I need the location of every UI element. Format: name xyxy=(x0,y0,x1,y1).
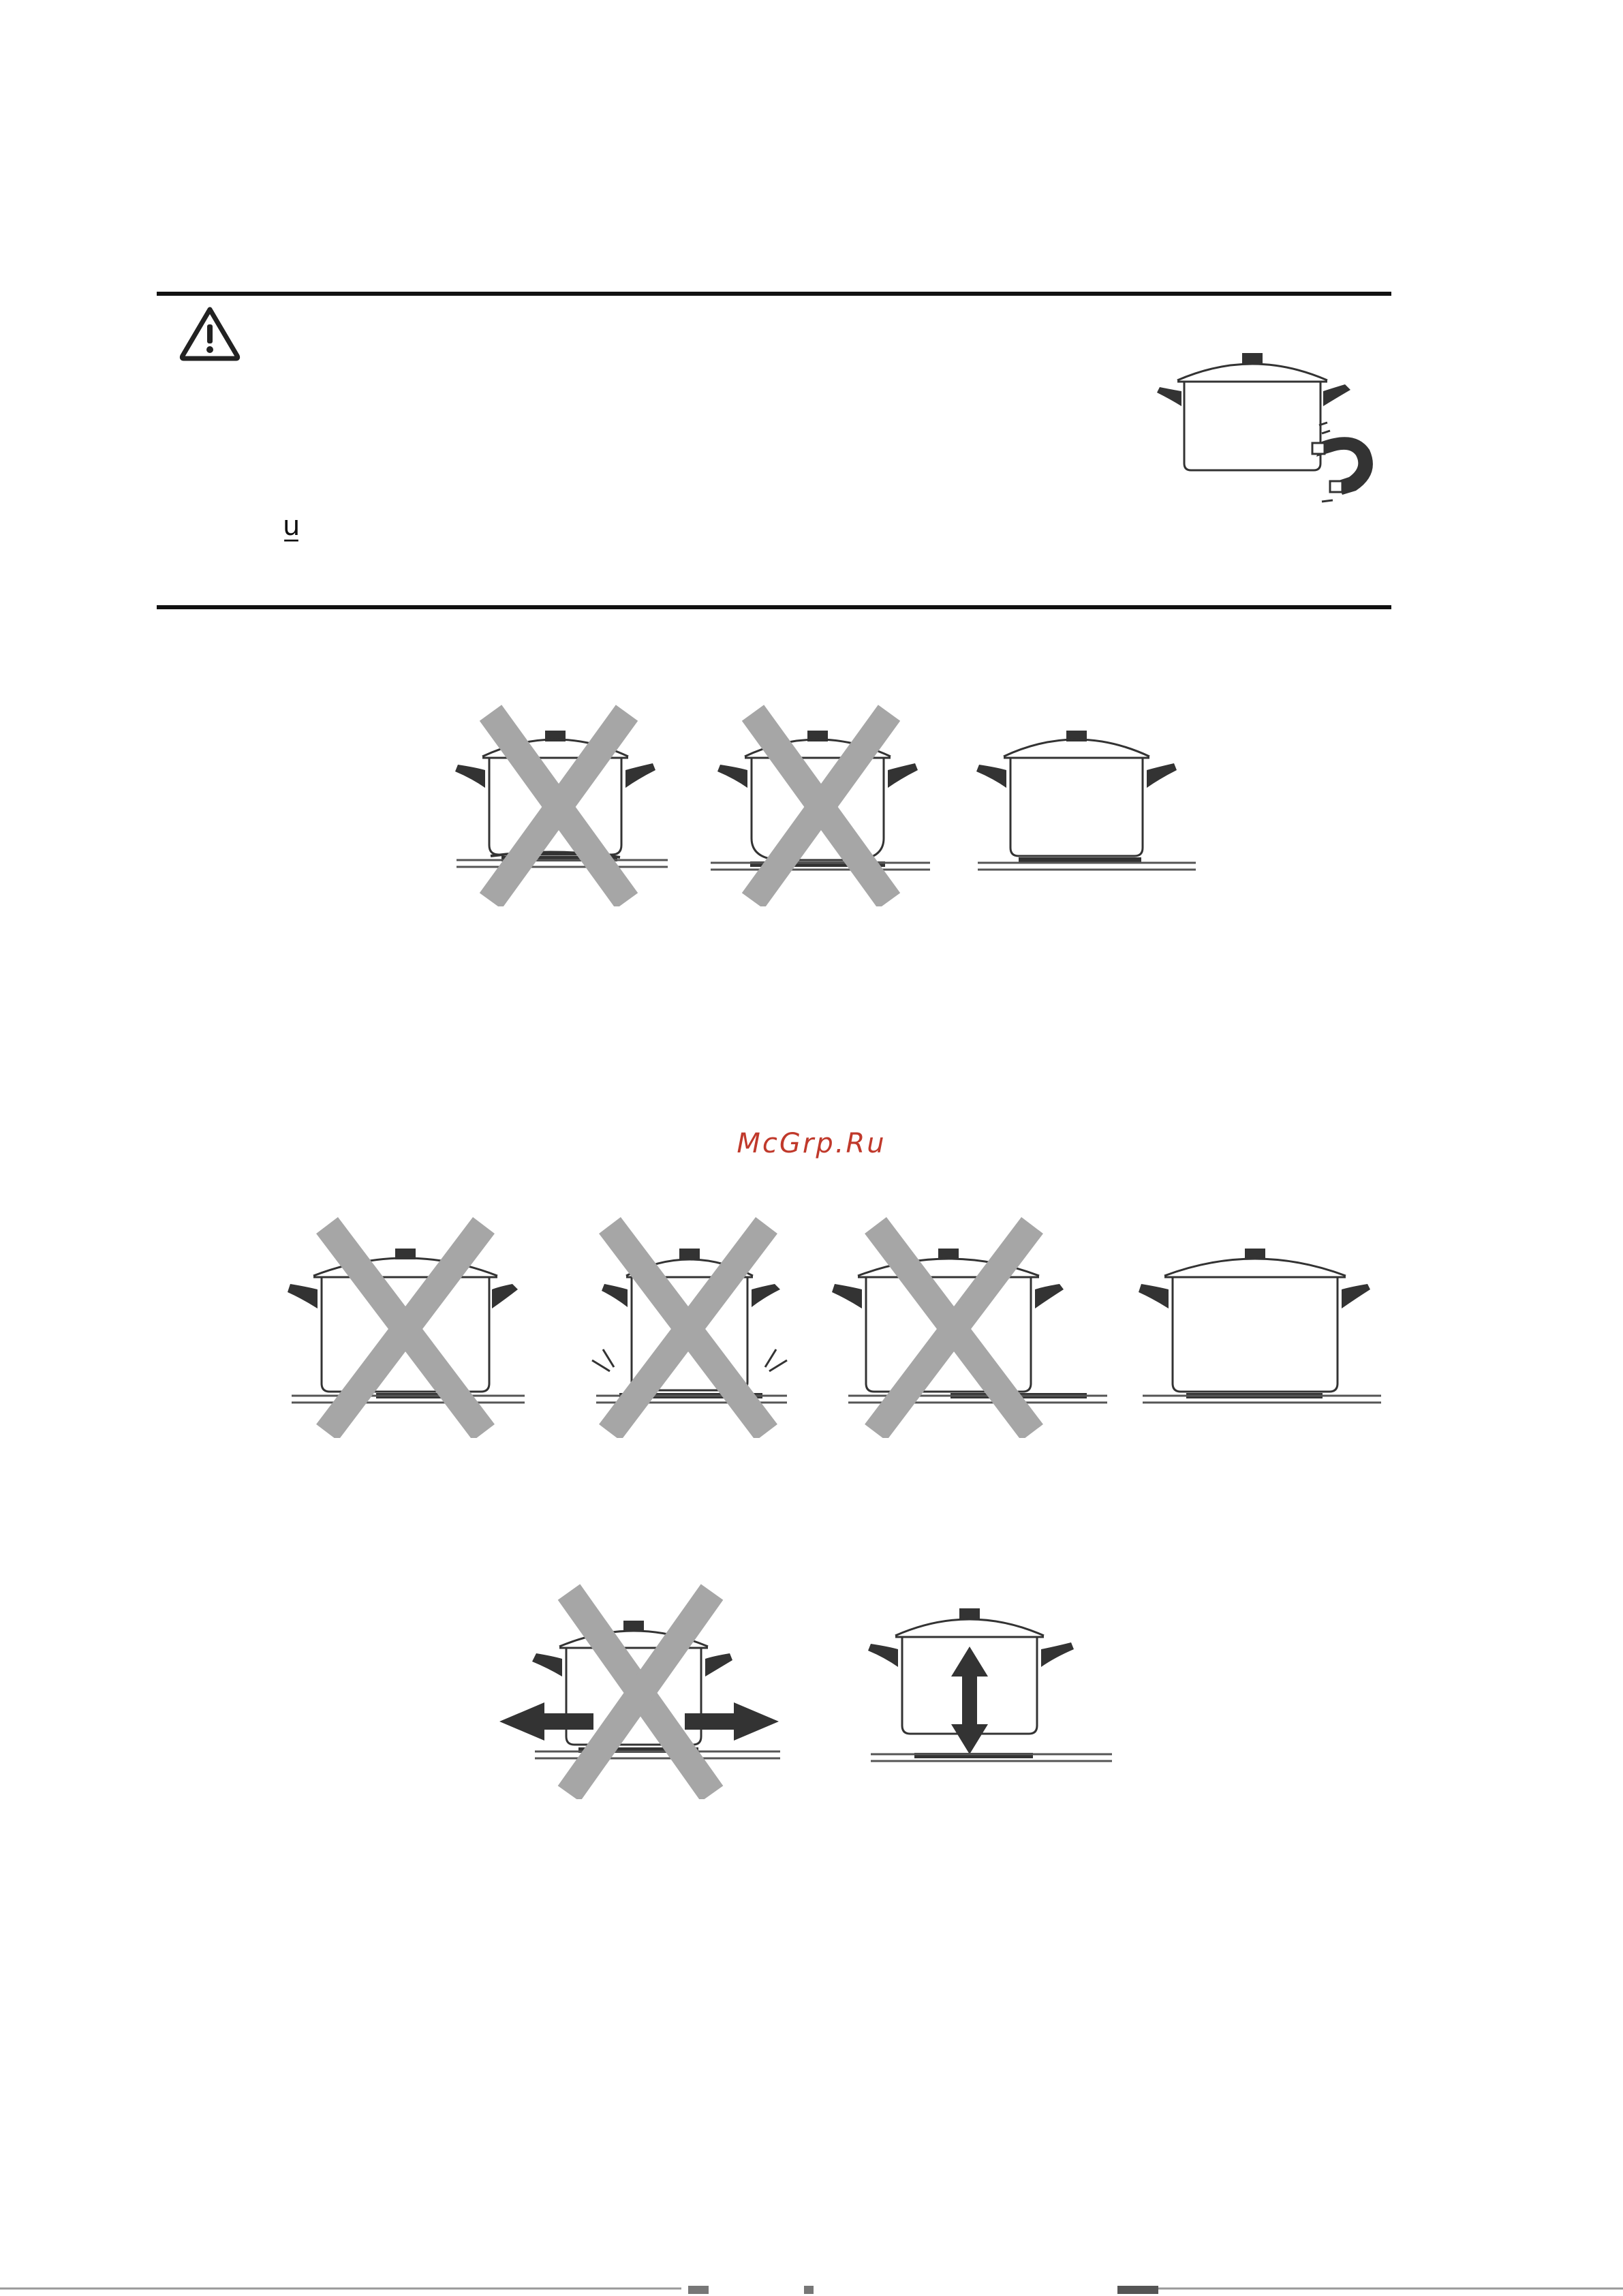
footer-artifact xyxy=(0,2284,1623,2296)
pot-lifting xyxy=(865,1581,1117,1786)
watermark: McGrp.Ru xyxy=(737,1128,886,1159)
symbol-u: u̲ xyxy=(283,510,300,542)
pot-off-center xyxy=(828,1213,1114,1438)
pot-warped-base xyxy=(443,702,681,906)
pot-rocking xyxy=(583,1213,801,1438)
pot-sliding xyxy=(494,1581,787,1799)
warning-triangle-icon xyxy=(179,305,241,361)
pot-flat-base xyxy=(971,702,1209,906)
pot-centered xyxy=(1134,1213,1387,1438)
pot-too-small-zone xyxy=(286,1213,531,1438)
warning-top-rule xyxy=(157,292,1391,296)
magnet-pot-illustration xyxy=(1151,341,1397,518)
warning-bottom-rule xyxy=(157,605,1391,609)
pot-convex-base xyxy=(705,702,944,906)
